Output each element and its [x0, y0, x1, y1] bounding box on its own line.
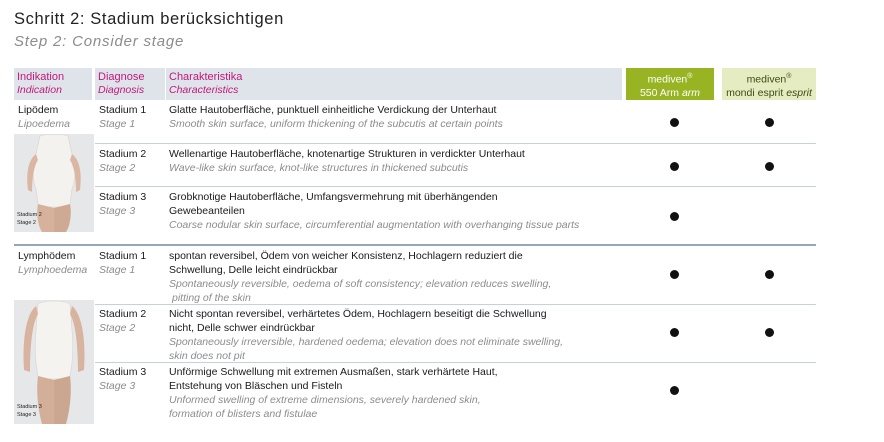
lipoedem-stage-1-product2-dot — [765, 118, 774, 127]
lipoedem-stage-3: Stadium 3 — [99, 191, 147, 203]
lymphoedem-stage-2: Stadium 2 — [99, 308, 147, 320]
lymphoedem-stage-2-desc-line2: nicht, Delle schwer eindrückbar — [169, 322, 315, 334]
lipoedem-stage-2-desc-en: Wave-like skin surface, knot-like structures in thickened subcutis — [169, 162, 469, 174]
lymphoedem-photo — [14, 300, 94, 424]
header-charakteristika-label-en: Characteristics — [169, 84, 239, 96]
header-product-mondi-esprit — [722, 68, 816, 100]
lymphoedem-stage-3-desc-en: Unformed swelling of extreme dimensions, severely hardened skin, — [169, 394, 481, 406]
lymphoedem-stage-3: Stadium 3 — [99, 366, 147, 378]
lipoedem-photo — [14, 134, 94, 232]
lymphoedem-stage-1-en: Stage 1 — [99, 264, 136, 276]
header-diagnose — [95, 68, 165, 100]
product1-reg: ® — [687, 73, 693, 80]
header-product-550-arm — [626, 68, 714, 100]
lymphoedem-photo-label: Stadium 3 — [17, 404, 42, 410]
lipoedem-stage-3-desc-en: Coarse nodular skin surface, circumferential augmentation with overhanging tissue parts — [169, 219, 580, 231]
header-indikation — [14, 68, 92, 100]
product1-suffix: arm — [681, 86, 701, 99]
lipoedem-stage-2-en: Stage 2 — [99, 162, 136, 174]
lipoedem-stage-2-product1-dot — [670, 162, 679, 171]
lymphoedem-stage-2-desc: Nicht spontan reversibel, verhärtetes Ödem, Hochlagern beseitigt die Schwellung — [169, 308, 547, 320]
lipoedem-photo-label-en: Stage 2 — [17, 220, 36, 226]
lymphoedem-stage-3-product1-dot — [670, 386, 679, 395]
header-diagnose-label-en: Diagnosis — [98, 84, 145, 96]
lymphoedem-stage-2-desc-en: Spontaneously irreversible, hardened oedema; elevation does not eliminate swelling, — [169, 336, 563, 348]
lymphoedem-stage-3-en: Stage 3 — [99, 380, 136, 392]
header-indikation-label: Indikation — [17, 71, 65, 83]
lipoedem-stage-3-desc: Grobknotige Hautoberfläche, Umfangsvermehrung mit überhängenden — [169, 191, 498, 203]
page-subtitle: Step 2: Consider stage — [14, 33, 185, 50]
lymphoedem-stage-1-desc-en-line2: pitting of the skin — [172, 292, 251, 304]
lymphoedem-stage-3-desc: Unförmige Schwellung mit extremen Ausmaßen, stark verhärtete Haut, — [169, 366, 498, 378]
lipoedem-stage-2-product2-dot — [765, 162, 774, 171]
lipoedem-stage-1-en: Stage 1 — [99, 118, 136, 130]
lipoedem-stage-1-product1-dot — [670, 118, 679, 127]
lymphoedem-stage-3-desc-en-line2: formation of blisters and fistulae — [169, 408, 318, 420]
lymphoedem-stage-1-product1-dot — [670, 270, 679, 279]
lipoedem-name-en: Lipoedema — [18, 118, 70, 130]
lymphoedem-stage-1-product2-dot — [765, 270, 774, 279]
lipoedem-name: Lipödem — [18, 104, 59, 116]
row-divider — [95, 186, 816, 187]
header-diagnose-label: Diagnose — [98, 71, 145, 83]
lymphoedem-stage-2-product1-dot — [670, 328, 679, 337]
lymphoedem-stage-2-desc-en-line2: skin does not pit — [169, 350, 245, 362]
lipoedem-stage-3-desc-line2: Gewebeanteilen — [169, 205, 245, 217]
lymphoedem-stage-2-product2-dot — [765, 328, 774, 337]
lipoedem-stage-2-desc: Wellenartige Hautoberfläche, knotenartige Strukturen in verdickter Unterhaut — [169, 148, 525, 160]
lymphoedem-name-en: Lymphoedema — [18, 264, 88, 276]
lipoedem-stage-1-desc: Glatte Hautoberfläche, punktuell einheitliche Verdickung der Unterhaut — [169, 104, 497, 116]
row-divider — [95, 143, 816, 144]
lymphoedem-stage-1-desc: spontan reversibel, Ödem von weicher Konsistenz, Hochlagern reduziert die — [169, 250, 523, 262]
section-divider — [14, 244, 816, 246]
lipoedem-stage-1-desc-en: Smooth skin surface, uniform thickening of the subcutis at certain points — [169, 118, 503, 130]
lymphoedem-stage-3-desc-line2: Entstehung von Bläschen und Fisteln — [169, 380, 343, 392]
lipoedem-stage-3-en: Stage 3 — [99, 205, 136, 217]
product2-suffix: esprit — [786, 86, 812, 99]
lymphoedem-photo-label-en: Stage 3 — [17, 412, 36, 418]
product2-name: mondi esprit — [726, 86, 784, 99]
lymphoedem-stage-1-desc-en: Spontaneously reversible, oedema of soft consistency; elevation reduces swelling, — [169, 278, 552, 290]
product2-reg: ® — [786, 73, 792, 80]
lipoedem-photo-label: Stadium 2 — [17, 212, 42, 218]
lymphoedem-name: Lymphödem — [18, 250, 76, 262]
lymphoedem-stage-1: Stadium 1 — [99, 250, 147, 262]
lymphoedem-stage-2-en: Stage 2 — [99, 322, 136, 334]
header-indikation-label-en: Indication — [17, 84, 62, 96]
product2-brand: mediven — [746, 73, 787, 86]
header-charakteristika-label: Charakteristika — [169, 71, 243, 83]
lymphoedem-stage-1-desc-line2: Schwellung, Delle leicht eindrückbar — [169, 264, 338, 276]
header-charakteristika — [166, 68, 622, 100]
product1-brand: mediven — [647, 73, 688, 86]
lipoedem-stage-3-product1-dot — [670, 212, 679, 221]
product1-name: 550 Arm — [639, 86, 680, 99]
lipoedem-stage-1: Stadium 1 — [99, 104, 147, 116]
row-divider — [95, 362, 816, 363]
lipoedem-stage-2: Stadium 2 — [99, 148, 147, 160]
row-divider — [95, 304, 816, 305]
page-title: Schritt 2: Stadium berücksichtigen — [14, 10, 284, 28]
